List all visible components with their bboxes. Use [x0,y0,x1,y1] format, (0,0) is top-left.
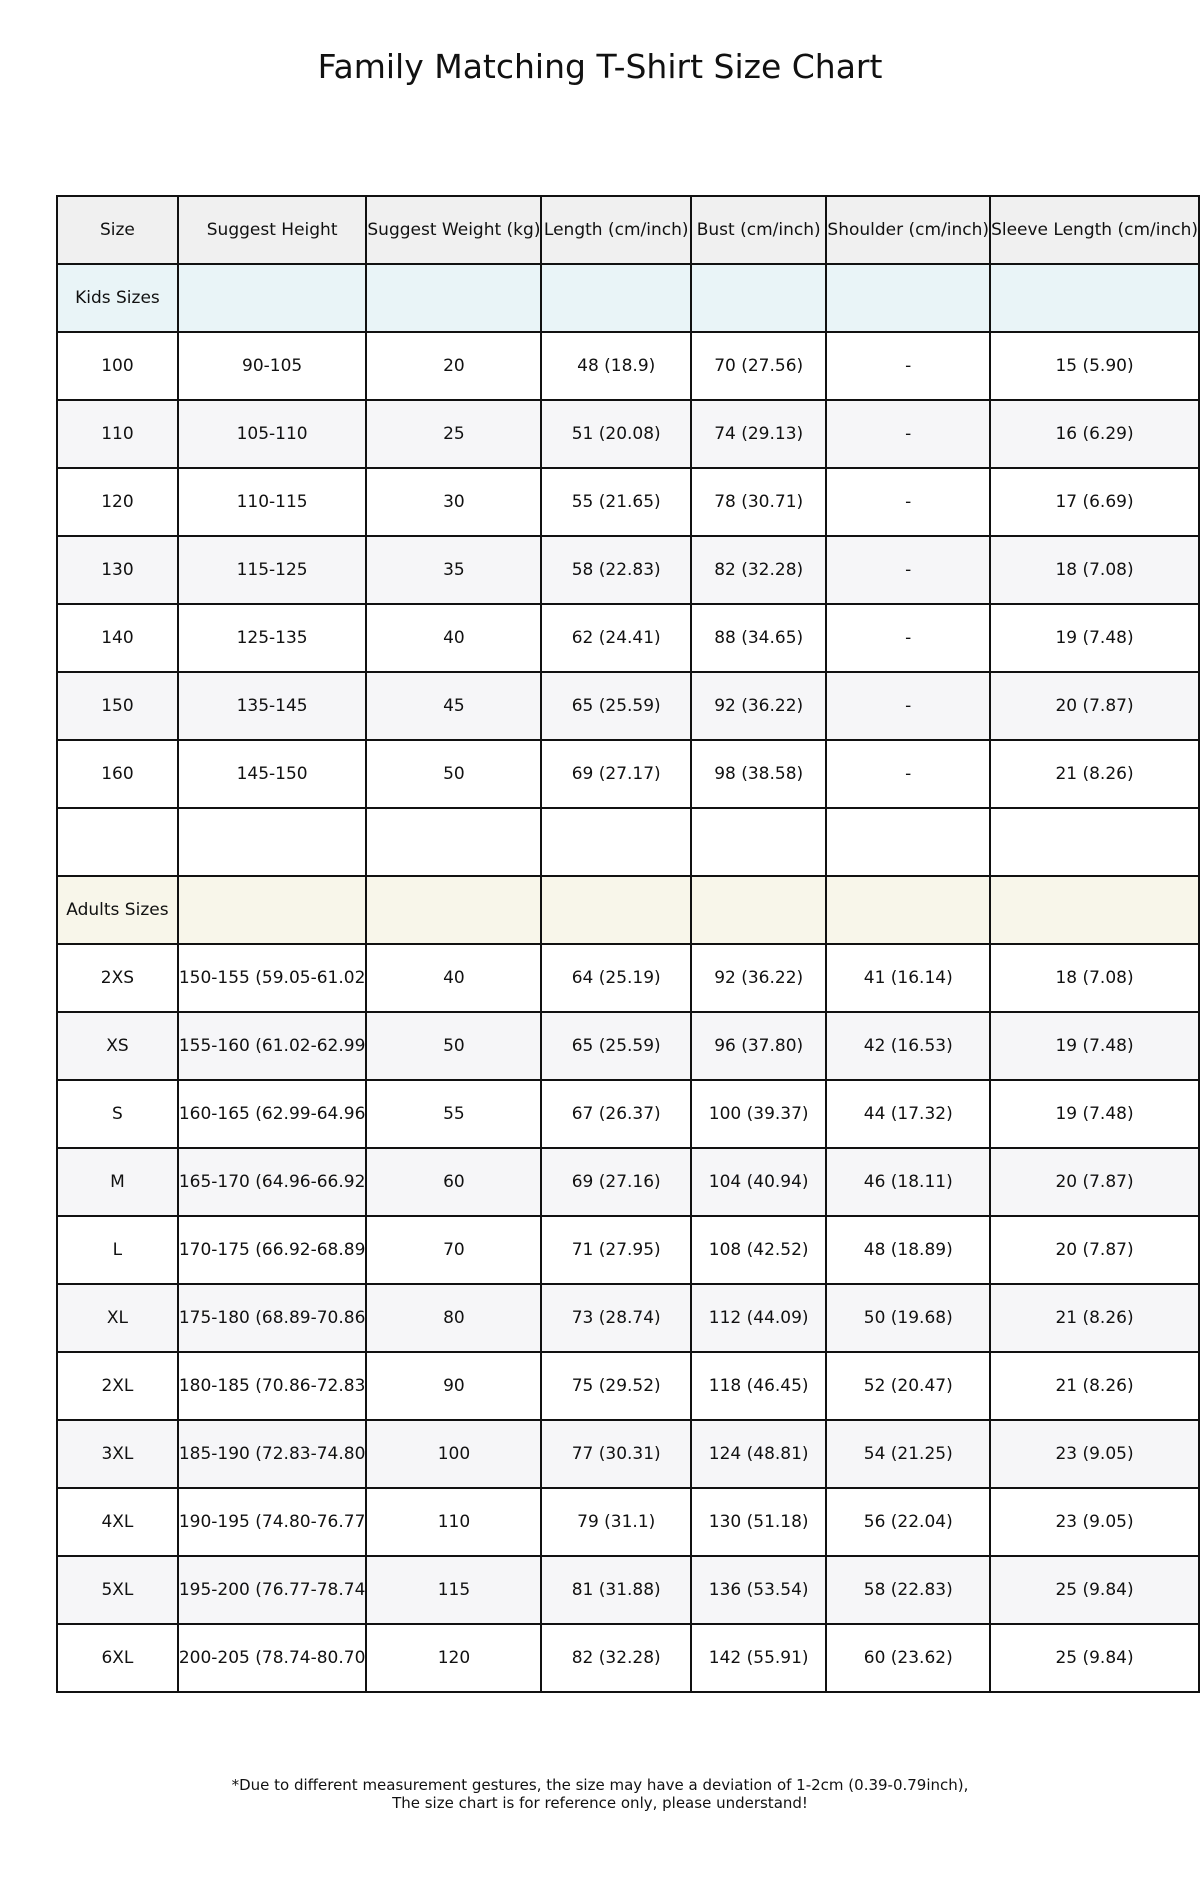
cell-suggest-height: 165-170 (64.96-66.92 [178,1148,367,1216]
cell-size: 140 [57,604,178,672]
cell-bust: 92 (36.22) [691,672,826,740]
cell-size: 150 [57,672,178,740]
table-row [57,1284,1199,1352]
cell-suggest-weight: 115 [366,1556,541,1624]
cell-size: 2XS [57,944,178,1012]
cell-suggest-weight: 50 [366,1012,541,1080]
cell-size: S [57,1080,178,1148]
cell-sleeve-length: 16 (6.29) [990,400,1199,468]
cell-size: 160 [57,740,178,808]
empty-cell [178,876,367,944]
cell-sleeve-length: 25 (9.84) [990,1624,1199,1692]
cell-suggest-height: 110-115 [178,468,367,536]
cell-suggest-weight: 40 [366,604,541,672]
cell-length: 79 (31.1) [541,1488,690,1556]
cell-bust: 104 (40.94) [691,1148,826,1216]
cell-suggest-height: 125-135 [178,604,367,672]
cell-bust: 118 (46.45) [691,1352,826,1420]
cell-bust: 130 (51.18) [691,1488,826,1556]
cell-shoulder: 46 (18.11) [826,1148,990,1216]
empty-cell [826,264,990,332]
cell-suggest-height: 135-145 [178,672,367,740]
cell-suggest-height: 190-195 (74.80-76.77 [178,1488,367,1556]
cell-suggest-weight: 55 [366,1080,541,1148]
cell-bust: 98 (38.58) [691,740,826,808]
cell-sleeve-length: 23 (9.05) [990,1420,1199,1488]
cell-length: 55 (21.65) [541,468,690,536]
cell-shoulder: - [826,332,990,400]
table-row [57,1080,1199,1148]
cell-size: L [57,1216,178,1284]
cell-suggest-weight: 110 [366,1488,541,1556]
cell-size: M [57,1148,178,1216]
cell-bust: 136 (53.54) [691,1556,826,1624]
cell-sleeve-length: 20 (7.87) [990,1148,1199,1216]
section-label-adults: Adults Sizes [57,876,178,944]
cell-length: 67 (26.37) [541,1080,690,1148]
empty-cell [990,808,1199,876]
column-header-shoulder: Shoulder (cm/inch) [826,196,990,264]
cell-size: 6XL [57,1624,178,1692]
cell-shoulder: - [826,740,990,808]
table-row [57,332,1199,400]
cell-suggest-weight: 40 [366,944,541,1012]
cell-shoulder: - [826,468,990,536]
cell-length: 69 (27.17) [541,740,690,808]
cell-shoulder: - [826,672,990,740]
cell-sleeve-length: 25 (9.84) [990,1556,1199,1624]
table-row [57,672,1199,740]
footnote-line-2: The size chart is for reference only, please understand! [392,1794,808,1812]
cell-suggest-height: 115-125 [178,536,367,604]
cell-bust: 100 (39.37) [691,1080,826,1148]
empty-cell [826,808,990,876]
column-header-bust: Bust (cm/inch) [691,196,826,264]
cell-size: 2XL [57,1352,178,1420]
cell-suggest-weight: 70 [366,1216,541,1284]
cell-sleeve-length: 19 (7.48) [990,604,1199,672]
column-header-suggest-weight: Suggest Weight (kg) [366,196,541,264]
table-row [57,1148,1199,1216]
size-chart-table [56,195,1200,1693]
cell-bust: 92 (36.22) [691,944,826,1012]
cell-sleeve-length: 18 (7.08) [990,944,1199,1012]
empty-cell [366,808,541,876]
cell-shoulder: 54 (21.25) [826,1420,990,1488]
cell-length: 62 (24.41) [541,604,690,672]
page-title: Family Matching T-Shirt Size Chart [317,47,883,86]
empty-cell [691,808,826,876]
empty-cell [178,808,367,876]
table-row [57,1624,1199,1692]
cell-suggest-height: 90-105 [178,332,367,400]
cell-length: 82 (32.28) [541,1624,690,1692]
empty-cell [990,876,1199,944]
cell-bust: 78 (30.71) [691,468,826,536]
section-row-kids [57,264,1199,332]
cell-suggest-height: 200-205 (78.74-80.70 [178,1624,367,1692]
empty-cell [541,876,690,944]
cell-size: 3XL [57,1420,178,1488]
table-row [57,1216,1199,1284]
cell-length: 77 (30.31) [541,1420,690,1488]
cell-sleeve-length: 20 (7.87) [990,672,1199,740]
cell-sleeve-length: 23 (9.05) [990,1488,1199,1556]
cell-suggest-height: 180-185 (70.86-72.83 [178,1352,367,1420]
cell-suggest-height: 105-110 [178,400,367,468]
footnote-line-1: *Due to different measurement gestures, the size may have a deviation of 1-2cm (0.39-0.79inch), [231,1776,969,1794]
empty-cell [826,876,990,944]
cell-suggest-height: 150-155 (59.05-61.02 [178,944,367,1012]
cell-size: 4XL [57,1488,178,1556]
cell-suggest-weight: 25 [366,400,541,468]
table-row [57,1488,1199,1556]
empty-cell [178,264,367,332]
cell-sleeve-length: 20 (7.87) [990,1216,1199,1284]
cell-length: 64 (25.19) [541,944,690,1012]
cell-shoulder: 52 (20.47) [826,1352,990,1420]
cell-sleeve-length: 21 (8.26) [990,1352,1199,1420]
column-header-size: Size [57,196,178,264]
cell-size: 5XL [57,1556,178,1624]
cell-size: 100 [57,332,178,400]
column-header-length: Length (cm/inch) [541,196,690,264]
table-row [57,468,1199,536]
cell-bust: 142 (55.91) [691,1624,826,1692]
column-header-sleeve-length: Sleeve Length (cm/inch) [990,196,1199,264]
column-header-suggest-height: Suggest Height [178,196,367,264]
cell-bust: 82 (32.28) [691,536,826,604]
cell-shoulder: 41 (16.14) [826,944,990,1012]
cell-length: 69 (27.16) [541,1148,690,1216]
cell-suggest-height: 195-200 (76.77-78.74 [178,1556,367,1624]
cell-length: 71 (27.95) [541,1216,690,1284]
table-row [57,536,1199,604]
cell-length: 51 (20.08) [541,400,690,468]
cell-shoulder: 60 (23.62) [826,1624,990,1692]
table-row [57,1352,1199,1420]
cell-suggest-weight: 80 [366,1284,541,1352]
cell-bust: 124 (48.81) [691,1420,826,1488]
table-row [57,944,1199,1012]
table-row [57,1556,1199,1624]
cell-shoulder: 44 (17.32) [826,1080,990,1148]
cell-suggest-weight: 30 [366,468,541,536]
cell-bust: 108 (42.52) [691,1216,826,1284]
cell-shoulder: 50 (19.68) [826,1284,990,1352]
cell-length: 48 (18.9) [541,332,690,400]
cell-suggest-height: 155-160 (61.02-62.99 [178,1012,367,1080]
cell-shoulder: 48 (18.89) [826,1216,990,1284]
cell-bust: 112 (44.09) [691,1284,826,1352]
cell-suggest-weight: 60 [366,1148,541,1216]
cell-shoulder: - [826,604,990,672]
empty-cell [990,264,1199,332]
section-label-kids: Kids Sizes [57,264,178,332]
cell-suggest-height: 170-175 (66.92-68.89 [178,1216,367,1284]
cell-size: 130 [57,536,178,604]
empty-cell [366,876,541,944]
cell-length: 75 (29.52) [541,1352,690,1420]
empty-cell [691,264,826,332]
header-row [57,196,1199,264]
cell-shoulder: - [826,536,990,604]
empty-cell [366,264,541,332]
cell-size: XS [57,1012,178,1080]
table-row [57,1420,1199,1488]
cell-bust: 70 (27.56) [691,332,826,400]
cell-sleeve-length: 19 (7.48) [990,1080,1199,1148]
cell-size: 110 [57,400,178,468]
footnote [0,1776,1200,1812]
cell-length: 65 (25.59) [541,672,690,740]
cell-suggest-weight: 20 [366,332,541,400]
cell-sleeve-length: 21 (8.26) [990,1284,1199,1352]
cell-suggest-weight: 45 [366,672,541,740]
cell-suggest-height: 160-165 (62.99-64.96 [178,1080,367,1148]
cell-suggest-weight: 35 [366,536,541,604]
cell-bust: 88 (34.65) [691,604,826,672]
cell-sleeve-length: 18 (7.08) [990,536,1199,604]
cell-shoulder: 42 (16.53) [826,1012,990,1080]
cell-suggest-height: 185-190 (72.83-74.80 [178,1420,367,1488]
cell-length: 73 (28.74) [541,1284,690,1352]
cell-length: 58 (22.83) [541,536,690,604]
cell-shoulder: 56 (22.04) [826,1488,990,1556]
cell-suggest-weight: 100 [366,1420,541,1488]
empty-cell [57,808,178,876]
cell-sleeve-length: 17 (6.69) [990,468,1199,536]
empty-cell [691,876,826,944]
empty-cell [541,264,690,332]
spacer-row [57,808,1199,876]
cell-shoulder: 58 (22.83) [826,1556,990,1624]
table-row [57,604,1199,672]
cell-suggest-weight: 50 [366,740,541,808]
section-row-adults [57,876,1199,944]
cell-bust: 74 (29.13) [691,400,826,468]
cell-size: 120 [57,468,178,536]
table-row [57,400,1199,468]
cell-bust: 96 (37.80) [691,1012,826,1080]
table-row [57,1012,1199,1080]
table-row [57,740,1199,808]
cell-sleeve-length: 21 (8.26) [990,740,1199,808]
table-header [57,196,1199,264]
cell-shoulder: - [826,400,990,468]
cell-suggest-weight: 120 [366,1624,541,1692]
cell-length: 65 (25.59) [541,1012,690,1080]
empty-cell [541,808,690,876]
cell-sleeve-length: 15 (5.90) [990,332,1199,400]
cell-length: 81 (31.88) [541,1556,690,1624]
cell-suggest-height: 175-180 (68.89-70.86 [178,1284,367,1352]
cell-size: XL [57,1284,178,1352]
table-body [57,264,1199,1692]
cell-sleeve-length: 19 (7.48) [990,1012,1199,1080]
cell-suggest-weight: 90 [366,1352,541,1420]
cell-suggest-height: 145-150 [178,740,367,808]
